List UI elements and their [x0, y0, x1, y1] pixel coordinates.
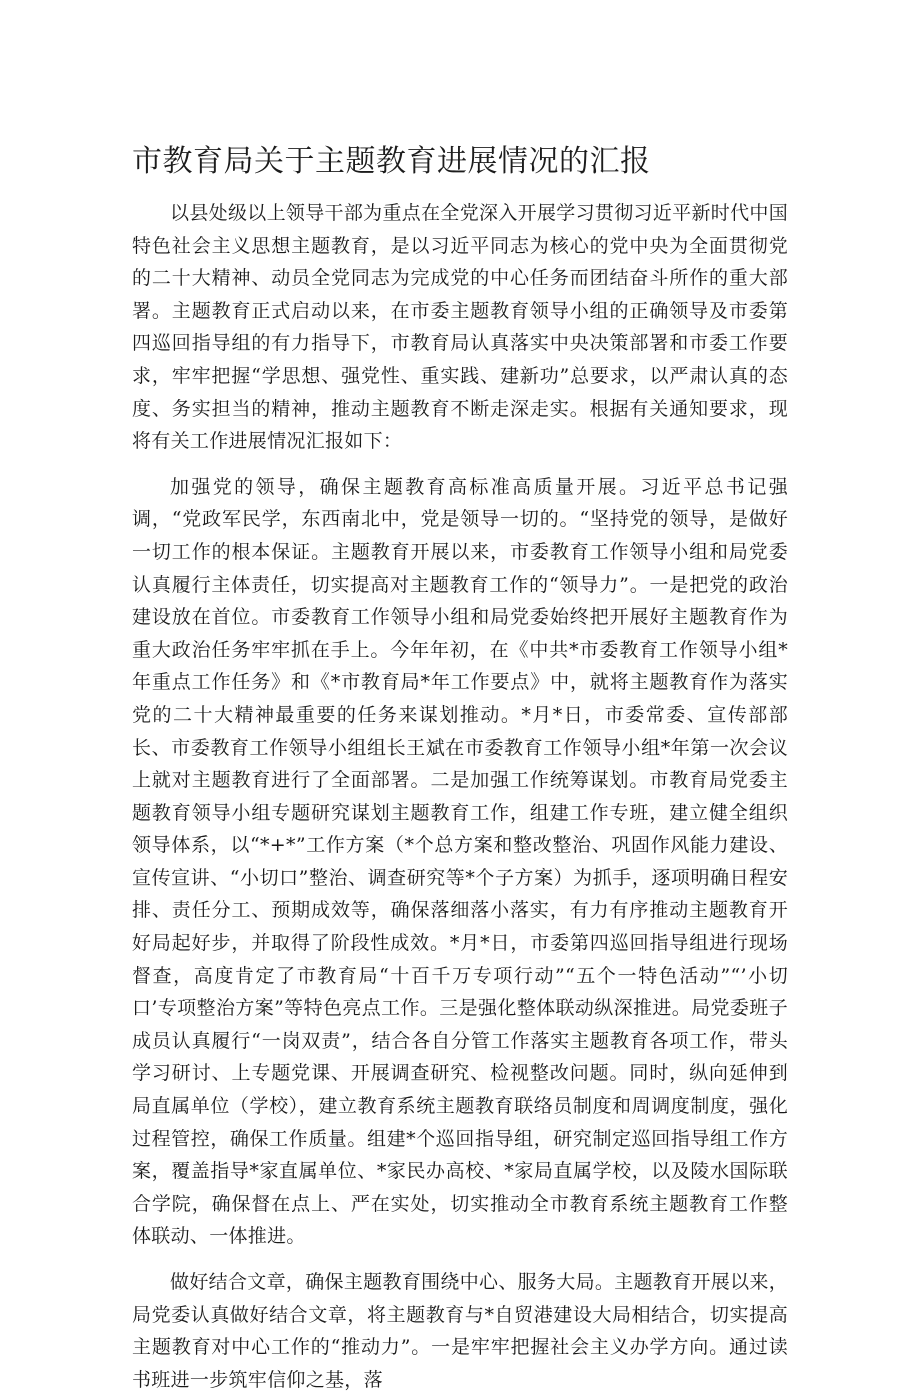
document-body: [132, 197, 788, 1396]
paragraph-serve-overall-situation: 做好结合文章，确保主题教育围绕中心、服务大局。主题教育开展以来，局党委认真做好结合文章，将主题教育与*自贸港建设大局相结合，切实提高主题教育对中心工作的“推动力”。一是牢牢把握社会主义办学方向。通过读书班进一步筑牢信仰之基，落: [132, 1271, 788, 1391]
paragraph-party-leadership: 加强党的领导，确保主题教育高标准高质量开展。习近平总书记强调，“党政军民学，东西南北中，党是领导一切的。“坚持党的领导，是做好一切工作的根本保证。主题教育开展以来，市委教育工作领导小组和局党委认真履行主体责任，切实提高对主题教育工作的“领导力”。一是把党的政治建设放在首位。市委教育工作领导小组和局党委始终把开展好主题教育作为重大政治任务牢牢抓在手上。今年年初，在《中共*市委教育工作领导小组*年重点工作任务》和《*市教育局*年工作要点》中，就将主题教育作为落实党的二十大精神最重要的任务来谋划推动。*月*日，市委常委、宣传部部长、市委教育工作领导小组组长王斌在市委教育工作领导小组*年第一次会议上就对主题教育进行了全面部署。二是加强工作统筹谋划。市教育局党委主题教育领导小组专题研究谋划主题教育工作，组建工作专班，建立健全组织领导体系，以“*+*”工作方案（*个总方案和整改整治、巩固作风能力建设、宣传宣讲、“小切口”整治、调查研究等*个子方案）为抓手，逐项明确日程安排、责任分工、预期成效等，确保落细落小落实，有力有序推动主题教育开好局起好步，并取得了阶段性成效。*月*日，市委第四巡回指导组进行现场督查，高度肯定了市教育局“十百千万专项行动”“五个一特色活动”“’小切口’专项整治方案”等特色亮点工作。三是强化整体联动纵深推进。局党委班子成员认真履行“一岗双责”，结合各自分管工作落实主题教育各项工作，带头学习研讨、上专题党课、开展调查研究、检视整改问题。同时，纵向延伸到局直属单位（学校），建立教育系统主题教育联络员制度和周调度制度，强化过程管控，确保工作质量。组建*个巡回指导组，研究制定巡回指导组工作方案，覆盖指导*家直属单位、*家民办高校、*家局直属学校，以及陵水国际联合学院，确保督在点上、严在实处，切实推动全市教育系统主题教育工作整体联动、一体推进。: [132, 475, 788, 1248]
document-title: 市教育局关于主题教育进展情况的汇报: [132, 144, 651, 179]
paragraph-introduction: 以县处级以上领导干部为重点在全党深入开展学习贯彻习近平新时代中国特色社会主义思想主题教育，是以习近平同志为核心的党中央为全面贯彻党的二十大精神、动员全党同志为完成党的中心任务而团结奋斗所作的重大部署。主题教育正式启动以来，在市委主题教育领导小组的正确领导及市委第四巡回指导组的有力指导下，市教育局认真落实中央决策部署和市委工作要求，牢牢把握“学思想、强党性、重实践、建新功”总要求，以严肃认真的态度、务实担当的精神，推动主题教育不断走深走实。根据有关通知要求，现将有关工作进展情况汇报如下：: [132, 202, 788, 453]
